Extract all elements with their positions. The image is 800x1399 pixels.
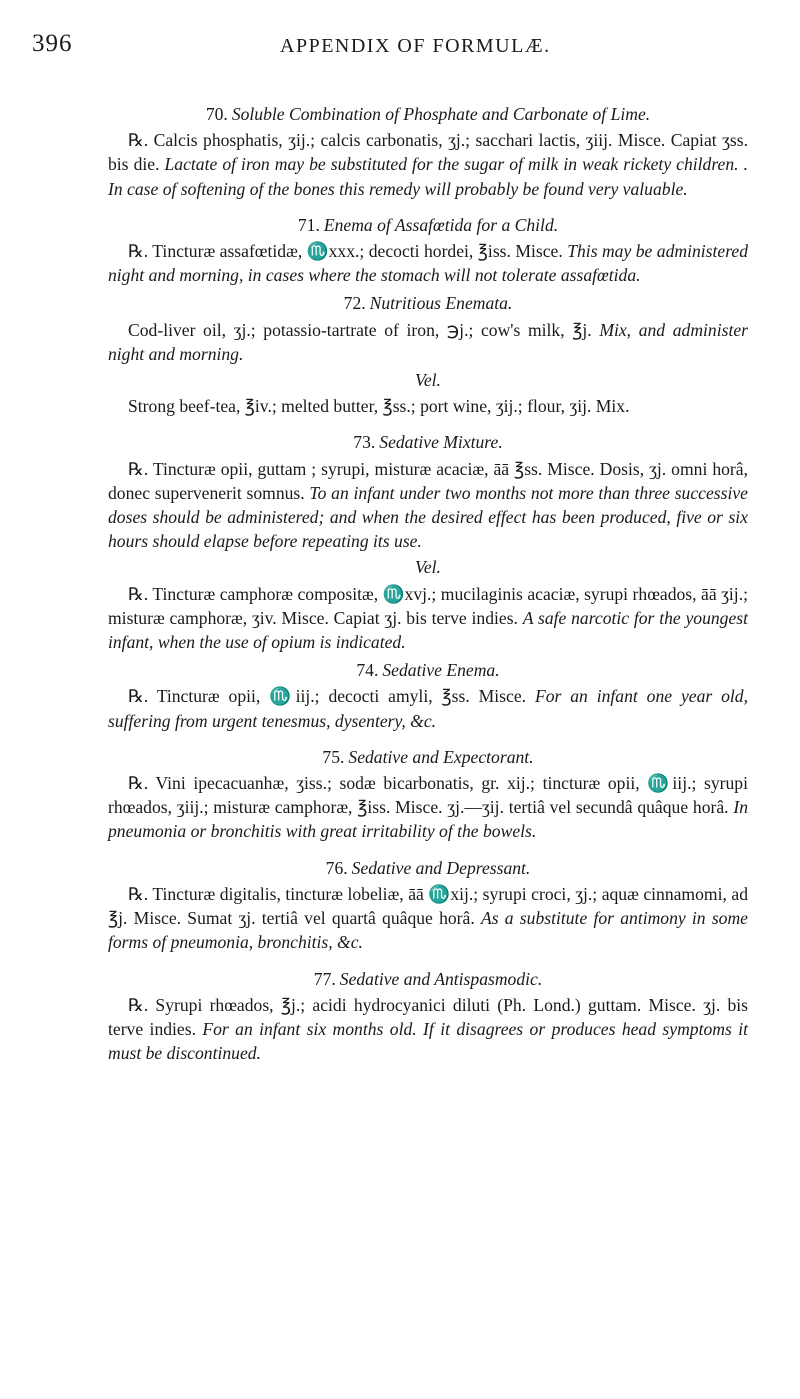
formula-heading [108, 856, 748, 880]
formula-body [108, 771, 748, 844]
formula-74 [108, 658, 748, 733]
formula-70 [108, 102, 748, 201]
formula-number: 72. [343, 293, 366, 314]
formula-heading [108, 745, 748, 769]
page-number: 396 [32, 30, 73, 57]
formula-71 [108, 213, 748, 288]
formula-number: 73. [353, 432, 376, 453]
formula-title: Soluble Combination of Phosphate and Carbonate of Lime. [231, 104, 651, 124]
prescription-text: Strong beef-tea, ℥iv.; melted butter, ℥ss.; port wine, ʒij.; flour, ʒij. Mix. [128, 396, 630, 417]
formula-number: 75. [322, 746, 345, 767]
formula-body [108, 457, 748, 554]
clinical-note: Mix, and administer night and morning. [108, 319, 748, 364]
formula-heading [108, 102, 748, 126]
page-header [32, 30, 744, 70]
clinical-note: A safe narcotic for the youngest infant, when the use of opium is indicated. [108, 607, 749, 653]
formula-heading [108, 967, 748, 991]
prescription-text: ℞. Tincturæ digitalis, tincturæ lobeliæ, āā ♏xij.; syrupi croci, ʒj.; aquæ cinnamomi, ad ℥j. Misce. Sumat ʒj. tertiâ vel quartâ quâque horâ. [108, 883, 748, 929]
prescription-text: ℞. Syrupi rhœados, ℥j.; acidi hydrocyanici diluti (Ph. Lond.) guttam. Misce. ʒj. bis terve indies. [108, 994, 748, 1039]
formula-heading [108, 658, 748, 682]
formula-number: 74. [356, 660, 379, 681]
formula-heading [108, 430, 748, 454]
vel-body [108, 582, 748, 655]
formula-body [108, 318, 748, 366]
clinical-note: In pneumonia or bronchitis with great irritability of the bowels. [108, 797, 749, 842]
formula-number: 70. [205, 104, 228, 124]
prescription-text: ℞. Tincturæ opii, ♏iij.; decocti amyli, ℥ss. Misce. [128, 686, 527, 707]
prescription-text: ℞. Tincturæ opii, guttam ; syrupi, misturæ acaciæ, āā ℥ss. Misce. Dosis, ʒj. omni horâ, donec supervenerit somnus. [108, 458, 748, 503]
clinical-note: To an infant under two months not more than three successive doses should be administered; and when the desired effect has been produced, five or six hours should elapse before repeating its use. [108, 482, 748, 552]
formula-heading [108, 291, 748, 315]
prescription-text: ℞. Vini ipecacuanhæ, ʒiss.; sodæ bicarbonatis, gr. xij.; tincturæ opii, ♏iij.; syrupi rhœados, ʒiij.; misturæ camphoræ, ℥iss. Misce. ʒj.—ʒij. tertiâ vel secundâ quâque horâ. [108, 773, 748, 818]
formula-body [108, 684, 748, 732]
prescription-text: ℞. Calcis phosphatis, ʒij.; calcis carbonatis, ʒj.; sacchari lactis, ʒiij. Misce. Capiat ʒss. bis die. [108, 130, 748, 175]
prescription-text: Cod-liver oil, ʒj.; potassio-tartrate of iron, ℈j.; cow's milk, ℥j. [128, 319, 592, 340]
formula-body [108, 993, 748, 1066]
formula-75 [108, 745, 748, 844]
formula-body [108, 239, 748, 287]
formula-76 [108, 856, 748, 955]
formula-72 [108, 291, 748, 418]
formula-body [108, 882, 748, 955]
formula-heading [108, 213, 748, 237]
clinical-note: Lactate of iron may be substituted for the sugar of milk in weak rickety children. . In case of softening of the bones this remedy will probably be found very valuable. [108, 154, 748, 199]
formula-body [108, 128, 748, 201]
vel-heading: Vel. [415, 370, 441, 391]
prescription-text: ℞. Tincturæ assafœtidæ, ♏xxx.; decocti hordei, ℥iss. Misce. [128, 241, 563, 262]
formula-73 [108, 430, 748, 654]
formula-title: Enema of Assafœtida for a Child. [323, 214, 559, 235]
prescription-text: ℞. Tincturæ camphoræ compositæ, ♏xvj.; mucilaginis acaciæ, syrupi rhœados, āā ʒij.; misturæ camphoræ, ʒiv. Misce. Capiat ʒj. bis terve indies. [108, 583, 748, 628]
formula-number: 76. [325, 857, 348, 878]
formula-title: Sedative and Antispasmodic. [339, 968, 543, 989]
formula-number: 71. [297, 214, 320, 235]
clinical-note: For an infant one year old, suffering from urgent tenesmus, dysentery, &c. [108, 686, 749, 731]
formula-title: Sedative Enema. [382, 660, 500, 681]
formula-title: Nutritious Enemata. [369, 293, 513, 314]
formula-77 [108, 967, 748, 1066]
running-title: APPENDIX OF FORMULÆ. [280, 35, 551, 57]
page-content [108, 102, 748, 1065]
vel-body [108, 394, 748, 418]
formula-title: Sedative and Depressant. [351, 857, 531, 878]
formula-title: Sedative and Expectorant. [348, 746, 534, 767]
clinical-note: As a substitute for antimony in some forms of pneumonia, bronchitis, &c. [108, 908, 748, 953]
clinical-note: This may be administered night and morning, in cases where the stomach will not tolerate assafœtida. [108, 241, 749, 286]
formula-title: Sedative Mixture. [379, 432, 503, 453]
vel-heading: Vel. [415, 557, 441, 578]
formula-number: 77. [313, 968, 336, 989]
clinical-note: For an infant six months old. If it disagrees or produces head symptoms it must be discontinued. [108, 1018, 748, 1064]
